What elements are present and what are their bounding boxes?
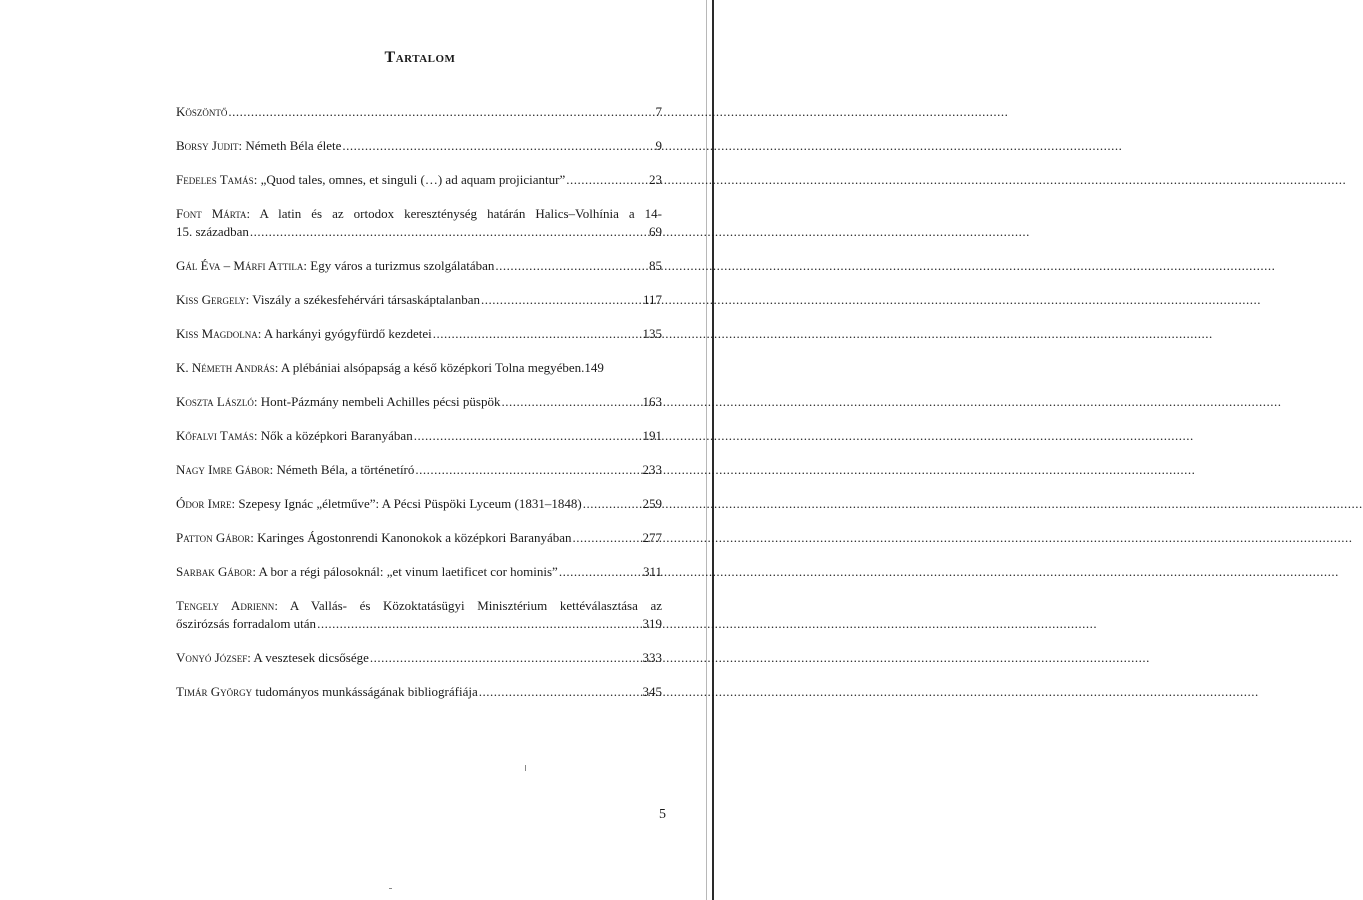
table-of-contents [176,103,662,717]
toc-separator: : [274,360,281,375]
toc-author: Timár György [176,684,253,699]
toc-author: Kőfalvi Tamás [176,428,254,443]
toc-title: Egy város a turizmus szolgálatában [310,258,495,273]
toc-separator: : [269,462,277,477]
toc-author: Patton Gábor [176,530,251,545]
toc-leader-dots [414,427,642,445]
toc-author: Vonyó József [176,650,248,665]
toc-entry [176,495,662,513]
toc-title: Viszály a székesfehérvári társaskáptalanban [252,292,480,307]
toc-entry [176,427,662,445]
toc-author: Nagy Imre Gábor [176,462,270,477]
toc-title-line1: A Vallás- és Közoktatásügyi Minisztérium kettéválasztása az [289,598,662,613]
scan-speck [389,888,392,889]
toc-title: Szepesy Ignác „életműve”: A Pécsi Püspöki Lyceum (1831–1848) [238,496,582,511]
toc-leader-dots [433,325,642,343]
toc-leader-dots [228,103,654,121]
toc-page: 345 [642,684,662,699]
toc-page: 69 [649,224,662,239]
toc-leader-dots [415,461,641,479]
toc-separator: : [274,598,290,613]
page-shadow-line [706,0,707,900]
toc-separator: : [250,530,258,545]
toc-title: Németh Béla élete [245,138,342,153]
toc-author: Gál Éva – Márfi Attila [176,258,304,273]
toc-page: 7 [655,104,662,119]
toc-separator: : [253,428,261,443]
toc-separator: : [253,394,261,409]
toc-author: Sarbak Gábor [176,564,253,579]
toc-author: Ódor Imre [176,496,232,511]
page-edge [712,0,714,900]
toc-leader-dots [342,137,654,155]
toc-entry [176,359,662,377]
toc-title: A vesztesek dicsősége [253,650,369,665]
toc-separator: : [257,326,264,341]
toc-entry [176,563,662,581]
toc-separator: : [231,496,239,511]
toc-author: Kiss Gergely [176,292,246,307]
toc-author: Fedeles Tamás [176,172,254,187]
toc-entry [176,597,662,633]
toc-leader-dots [583,495,642,513]
toc-page: 117 [642,292,662,307]
toc-separator: : [245,292,253,307]
toc-leader-dots [317,615,641,633]
toc-title: Németh Béla, a történetíró [276,462,415,477]
toc-entry [176,683,662,701]
toc-separator: : [247,650,254,665]
toc-entry [176,171,662,189]
toc-page: 149 [584,360,604,375]
scan-speck [525,765,526,771]
toc-title-line1: A latin és az ortodox kereszténység határán Halics–Volhínia a 14- [259,206,662,221]
toc-entry [176,325,662,343]
toc-page: 191 [642,428,662,443]
toc-page: 23 [649,172,662,187]
toc-entry [176,393,662,411]
toc-title: A harkányi gyógyfürdő kezdetei [263,326,432,341]
toc-author: Kiss Magdolna [176,326,258,341]
toc-entry [176,205,662,241]
toc-leader-dots [559,563,642,581]
toc-title: „Quod tales, omnes, et singuli (…) ad aquam projiciantur” [260,172,566,187]
toc-page: 85 [649,258,662,273]
toc-separator: : [246,206,260,221]
toc-leader-dots [479,683,642,701]
toc-page: 163 [642,394,662,409]
toc-page: 135 [642,326,662,341]
toc-author: Borsy Judit [176,138,239,153]
toc-leader-dots [370,649,642,667]
toc-separator: : [238,138,246,153]
page-title: Tartalom [384,49,456,66]
toc-leader-dots [573,529,642,547]
toc-entry [176,649,662,667]
toc-title: A bor a régi pálosoknál: „et vinum laetificet cor hominis” [258,564,558,579]
toc-page: 319 [642,616,662,631]
toc-leader-dots [501,393,641,411]
toc-title: Nők a középkori Baranyában [260,428,413,443]
toc-author: Köszöntő [176,104,228,119]
toc-separator: : [252,564,259,579]
toc-entry [176,137,662,155]
toc-page: 311 [642,564,662,579]
toc-entry [176,257,662,275]
toc-title: A plébániai alsópapság a késő középkori Tolna megyében. [280,360,585,375]
toc-title: tudományos munkásságának bibliográfiája [255,684,478,699]
toc-page: 259 [642,496,662,511]
toc-author: Font Márta [176,206,247,221]
toc-author: Tengely Adrienn [176,598,275,613]
toc-title: őszirózsás forradalom után [176,616,317,631]
toc-separator: : [303,258,311,273]
toc-entry [176,103,662,121]
toc-title: Karinges Ágostonrendi Kanonokok a középkori Baranyában [257,530,572,545]
toc-title: 15. században [176,224,249,239]
toc-entry [176,291,662,309]
toc-entry [176,529,662,547]
toc-leader-dots [495,257,648,275]
toc-author: Koszta László [176,394,254,409]
toc-leader-dots [566,171,648,189]
toc-leader-dots [250,223,648,241]
toc-entry [176,461,662,479]
toc-title: Hont-Pázmány nembeli Achilles pécsi püspök [260,394,501,409]
toc-page: 233 [642,462,662,477]
toc-leader-dots [481,291,642,309]
toc-author: K. Németh András [176,360,275,375]
page-number: 5 [659,807,666,822]
toc-page: 333 [642,650,662,665]
toc-separator: : [253,172,261,187]
toc-page: 9 [655,138,662,153]
toc-page: 277 [642,530,662,545]
